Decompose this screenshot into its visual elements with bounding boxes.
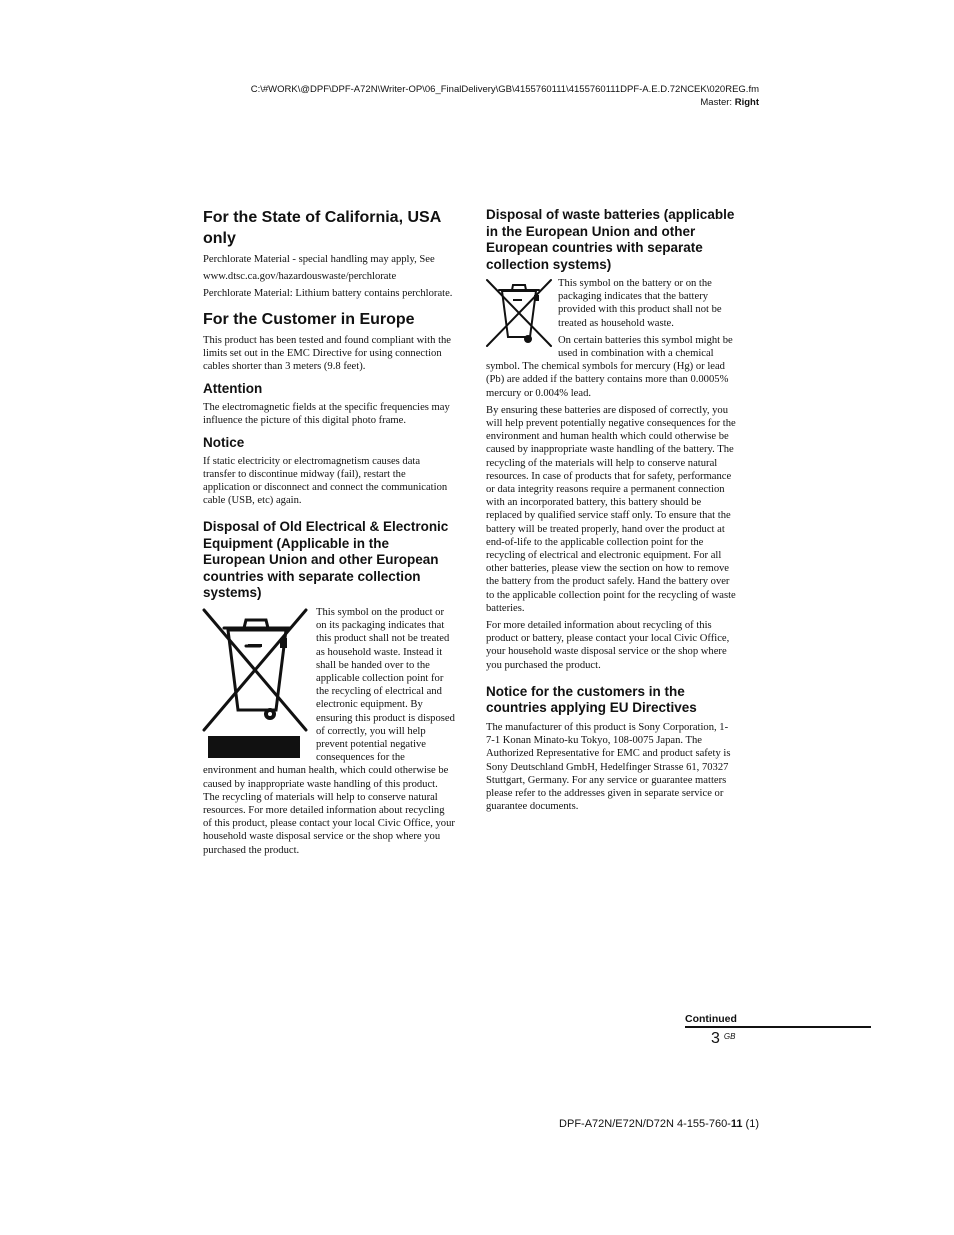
model-number-tail: (1) xyxy=(742,1118,759,1130)
continued-label: Continued xyxy=(685,1013,871,1028)
california-heading: For the State of California, USA only xyxy=(203,209,441,247)
attention-paragraph: The electromagnetic fields at the specific frequencies may influence the picture of this digital photo frame. xyxy=(203,401,450,426)
eu-directives-heading: Notice for the customers in the countries applying EU Directives xyxy=(486,683,697,716)
master-value: Right xyxy=(734,97,759,108)
eu-directives-paragraph: The manufacturer of this product is Sony Corporation, 1-7-1 Konan Minato-ku Tokyo, 108-0075 Japan. The Authorized Representative for EMC and product safety is Sony Deutschland GmbH, Hedelfinger Strasse 61, 70327 Stuttgart, Germany. For any service or guarantee matters please refer to the addresses given in separate service or guarantee documents. xyxy=(486,721,731,813)
model-number-bold: 11 xyxy=(730,1118,743,1130)
california-url: www.dtsc.ca.gov/hazardouswaste/perchlorate xyxy=(203,271,397,283)
california-paragraph-2: Perchlorate Material: Lithium battery contains perchlorate. xyxy=(203,288,453,300)
weee-heading: Disposal of Old Electrical & Electronic Equipment (Applicable in the European Union and other European countries with separate collection systems) xyxy=(203,519,449,601)
battery-bin-icon xyxy=(484,277,554,349)
europe-paragraph: This product has been tested and found compliant with the limits set out in the EMC Directive for using connection cables shorter than 3 meters (9.8 feet). xyxy=(203,334,452,373)
california-paragraph-1: Perchlorate Material - special handling may apply, See xyxy=(203,254,435,265)
batteries-paragraph-2: On certain batteries this symbol might be used in combination with a chemical symbol. The chemical symbols for mercury (Hg) or lead (Pb) are added if the battery contains more than 0.0005% mercury or 0.004% lead. xyxy=(486,334,733,399)
page-number xyxy=(711,1030,735,1048)
batteries-heading: Disposal of waste batteries (applicable in the European Union and other European countries with separate collection systems) xyxy=(486,207,735,272)
right-column xyxy=(486,207,736,817)
file-path: C:\#WORK\@DPF\DPF-A72N\Writer-OP\06_FinalDelivery\GB\4155760111\4155760111DPF-A.E.D.72NCEK\020REG.fm xyxy=(250,84,759,95)
batteries-paragraph-1: This symbol on the battery or on the packaging indicates that the battery provided with this product shall not be treated as household waste. xyxy=(558,278,722,329)
page-number-value: 3 xyxy=(711,1030,720,1047)
notice-heading: Notice xyxy=(203,435,245,451)
master-line xyxy=(251,96,759,109)
batteries-paragraph-3: By ensuring these batteries are disposed of correctly, you will help prevent potentially negative consequences for the environment and human health which could otherwise be caused by inappropriate waste handling of the battery. The recycling of the materials will help to conserve natural resources. In case of products that for safety, performance or data integrity reasons require a permanent connection with an incorporated battery, this battery should be replaced by qualified service staff only. To ensure that the battery will be treated properly, hand over the product at end-of-life to the applicable collection point for the recycling of electrical and electronic equipment. For all other batteries, please view the section on how to remove the battery from the product safely. Hand the battery over to the applicable collection point for the recycling of waste batteries. xyxy=(486,404,736,614)
separate-collection-bar xyxy=(208,736,300,758)
europe-heading: For the Customer in Europe xyxy=(203,310,415,328)
model-number xyxy=(559,1118,759,1130)
page-number-suffix: GB xyxy=(723,1032,736,1041)
left-column xyxy=(203,207,455,861)
attention-heading: Attention xyxy=(203,381,263,397)
file-path-header xyxy=(251,83,759,109)
master-label: Master: xyxy=(700,97,733,108)
notice-paragraph: If static electricity or electromagnetism causes data transfer to discontinue midway (fail), restart the application or disconnect and connect the communication cable (USB, etc) again. xyxy=(203,455,448,507)
model-number-text: DPF-A72N/E72N/D72N 4-155-760- xyxy=(559,1118,731,1130)
weee-paragraph: This symbol on the product or on its packaging indicates that this product shall not be treated as household waste. Instead it shall be handed over to the applicable collection point for the recycling of electrical and electronic equipment. By ensuring this product is disposed of correctly, you will help prevent potential negative consequences for the environment and human health, which could otherwise be caused by inappropriate waste handling of this product. The recycling of materials will help to conserve natural resources. For more detailed information about recycling of this product, please contact your local Civic Office, your household waste disposal service or the shop where you purchased the product. xyxy=(203,606,455,856)
weee-bin-icon xyxy=(200,606,310,756)
batteries-paragraph-4: For more detailed information about recycling of this product or battery, please contact your local Civic Office, your household waste disposal service or the shop where you purchased the product. xyxy=(486,620,730,671)
